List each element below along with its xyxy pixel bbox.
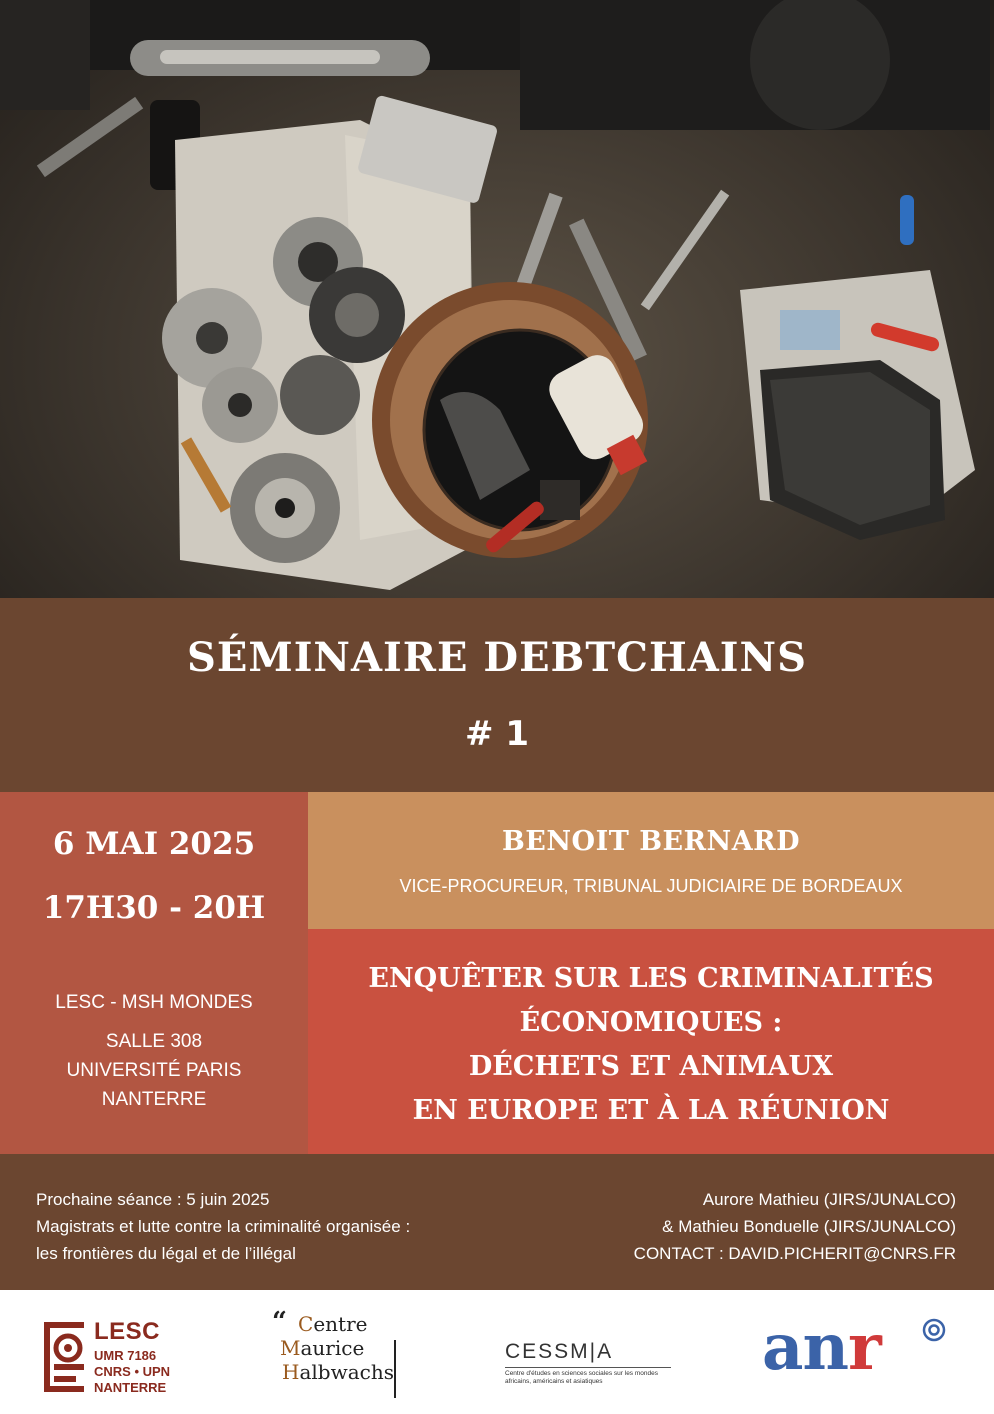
talk-title [308,957,994,1133]
anr-logo[interactable] [762,1310,952,1390]
venue-city: NANTERRE [101,1089,207,1110]
venue-university: UNIVERSITÉ PARIS [66,1060,242,1081]
cmh-initial-c: C [298,1312,314,1336]
cmh-initial-m: M [280,1336,301,1360]
next-session [36,1186,410,1267]
cmh-rule [394,1340,396,1398]
cessma-logo[interactable] [505,1340,675,1390]
title-band [0,598,994,792]
next-session-topic: Magistrats et lutte contre la criminalité organisée : [36,1217,411,1236]
cmh-line-3 [282,1360,394,1384]
seminar-title: SÉMINAIRE DEBTCHAINS [187,634,807,681]
lesc-city: NANTERRE [94,1380,167,1395]
speaker-panel [308,792,994,929]
talk-title-line: ÉCONOMIQUES : [519,1007,783,1038]
cessma-divider [505,1367,671,1368]
cmh-quote-mark: “ [272,1307,287,1337]
organizer-1: Aurore Mathieu (JIRS/JUNALCO) [702,1190,956,1209]
lesc-details [94,1348,170,1396]
venue [0,988,308,1114]
event-time: 17H30 - 20H [42,890,266,926]
contact-email[interactable]: CONTACT : DAVID.PICHERIT@CNRS.FR [633,1244,956,1263]
anr-circle-icon [922,1318,946,1342]
lesc-umr: UMR 7186 [94,1348,157,1363]
cmh-word-2: aurice [300,1336,365,1360]
venue-room: SALLE 308 [105,1031,203,1052]
next-session-date: Prochaine séance : 5 juin 2025 [36,1190,270,1209]
talk-title-line: ENQUÊTER SUR LES CRIMINALITÉS [368,963,934,994]
footer-band [0,1154,994,1290]
cessma-word: CESSM|A [505,1340,614,1363]
workshop-tools-photo [0,0,994,598]
anr-letter-r: r [848,1310,881,1385]
cmh-word-1: entre [313,1312,368,1336]
anr-letter-a: a [762,1310,803,1385]
organizers [634,1186,956,1267]
next-session-topic-cont: les frontières du légal et de l’illégal [36,1244,296,1263]
organizer-2: & Mathieu Bonduelle (JIRS/JUNALCO) [662,1217,956,1236]
lesc-affiliation: CNRS • UPN [94,1364,171,1379]
cmh-line-2 [280,1336,364,1360]
venue-lab: LESC - MSH MONDES [55,992,253,1013]
speaker-role: VICE-PROCUREUR, TRIBUNAL JUDICIAIRE DE BORDEAUX [399,876,903,896]
talk-panel [308,929,994,1154]
cmh-initial-h: H [282,1360,300,1384]
anr-letter-n: n [802,1310,848,1385]
cmh-word-3: albwachs [299,1360,394,1384]
cessma-caption: Centre d'études en sciences sociales sur les mondes africains, américains et asiatiques [505,1370,658,1385]
lesc-emblem-icon [42,1320,88,1394]
anr-word [762,1310,881,1385]
seminar-number: # 1 [465,714,529,754]
centre-maurice-halbwachs-logo[interactable] [272,1307,422,1402]
cmh-line-1 [298,1312,367,1336]
talk-title-line: DÉCHETS ET ANIMAUX [468,1051,834,1082]
lesc-logo[interactable] [42,1318,172,1396]
partner-logos [0,1290,994,1414]
speaker-name: BENOIT BERNARD [501,826,801,857]
event-date: 6 MAI 2025 [52,826,256,862]
talk-title-line: EN EUROPE ET À LA RÉUNION [412,1095,890,1126]
lesc-name: LESC [94,1318,161,1345]
schedule-panel [0,792,308,1154]
photo-illustration [0,0,994,598]
